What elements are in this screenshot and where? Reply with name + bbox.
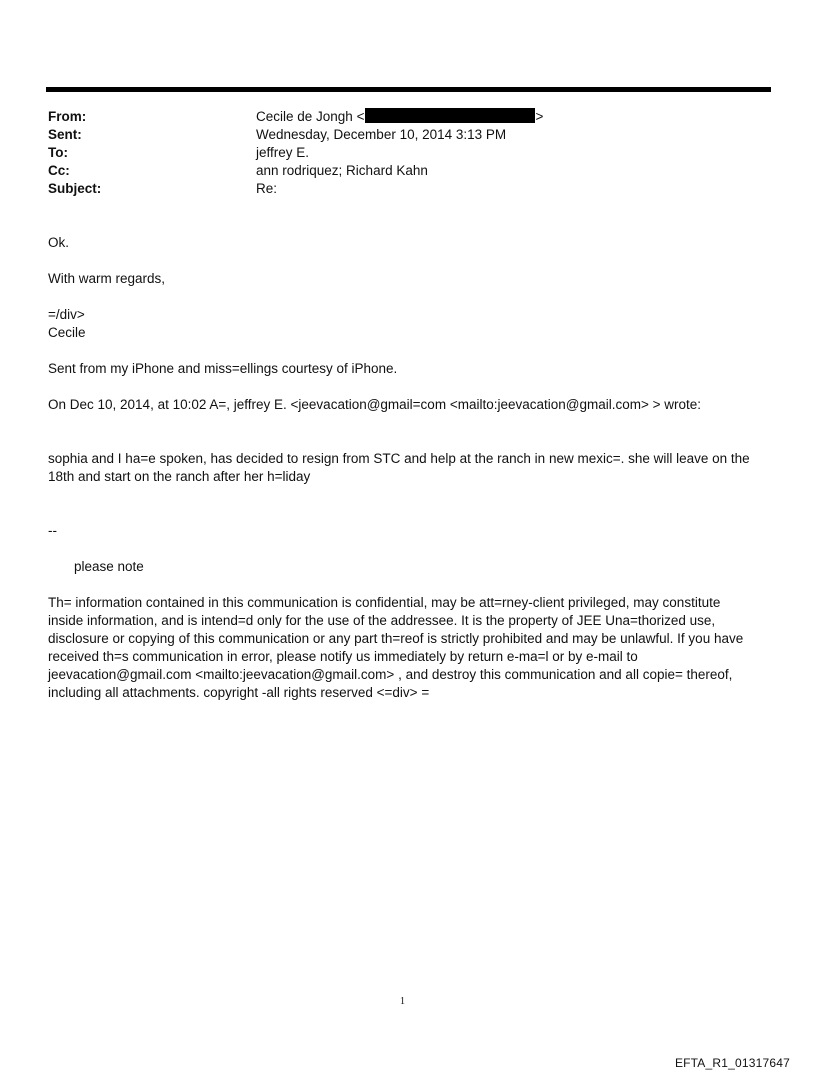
page-number: 1 xyxy=(400,996,405,1007)
subject-label: Subject: xyxy=(48,181,102,196)
body-sent-from: Sent from my iPhone and miss=ellings courtesy of iPhone. xyxy=(48,361,398,376)
body-div-artifact: =/div> xyxy=(48,307,85,322)
from-name: Cecile de Jongh < xyxy=(256,109,365,124)
body-quote-text: sophia and I ha=e spoken, has decided to resign from STC and help at the ranch in new mexic=. she will leave on the 18th and start on the ranch after her h=liday xyxy=(48,451,750,484)
bates-number: EFTA_R1_01317647 xyxy=(674,1056,790,1070)
body-regards: With warm regards, xyxy=(48,271,166,286)
email-header xyxy=(48,108,768,198)
cc-value: ann rodriquez; Richard Kahn xyxy=(256,163,428,178)
header-divider xyxy=(46,87,771,92)
redaction-block xyxy=(365,108,535,123)
to-label: To: xyxy=(48,145,68,160)
from-row xyxy=(48,108,768,126)
cc-label: Cc: xyxy=(48,163,70,178)
sent-row xyxy=(48,126,768,144)
body-signature-name: Cecile xyxy=(48,325,86,340)
body-quote-header: On Dec 10, 2014, at 10:02 A=, jeffrey E. <jeevacation@gmail=com <mailto:jeevacation@gmail.com> > wrote: xyxy=(48,397,702,412)
body-ok: Ok. xyxy=(48,235,70,250)
body-signature-separator: -- xyxy=(48,523,57,538)
from-label: From: xyxy=(48,109,87,124)
subject-row xyxy=(48,180,768,198)
sent-label: Sent: xyxy=(48,127,82,142)
to-value: jeffrey E. xyxy=(256,145,310,160)
to-row xyxy=(48,144,768,162)
body-disclaimer: Th= information contained in this communication is confidential, may be att=rney-client privileged, may constitute inside information, and is intend=d only for the use of the addressee. It is the property of JEE Una=thorized use, disclosure or copying of this communication or any part th=reof is strictly prohibited and may be unlawful. If you have received th=s communication in error, please notify us immediately by return e-ma=l or by e-mail to jeevacation@gmail.com <mailto:jeevacation@gmail.com> , and destroy this communication and all copie= thereof, including all attachments. copyright -all rights reserved <=div> = xyxy=(48,595,744,700)
from-email-close: > xyxy=(535,109,544,124)
subject-value: Re: xyxy=(256,181,278,196)
body-please-note: please note xyxy=(74,559,144,574)
email-body xyxy=(48,234,758,702)
from-value xyxy=(256,108,543,126)
cc-row xyxy=(48,162,768,180)
sent-value: Wednesday, December 10, 2014 3:13 PM xyxy=(256,127,507,142)
